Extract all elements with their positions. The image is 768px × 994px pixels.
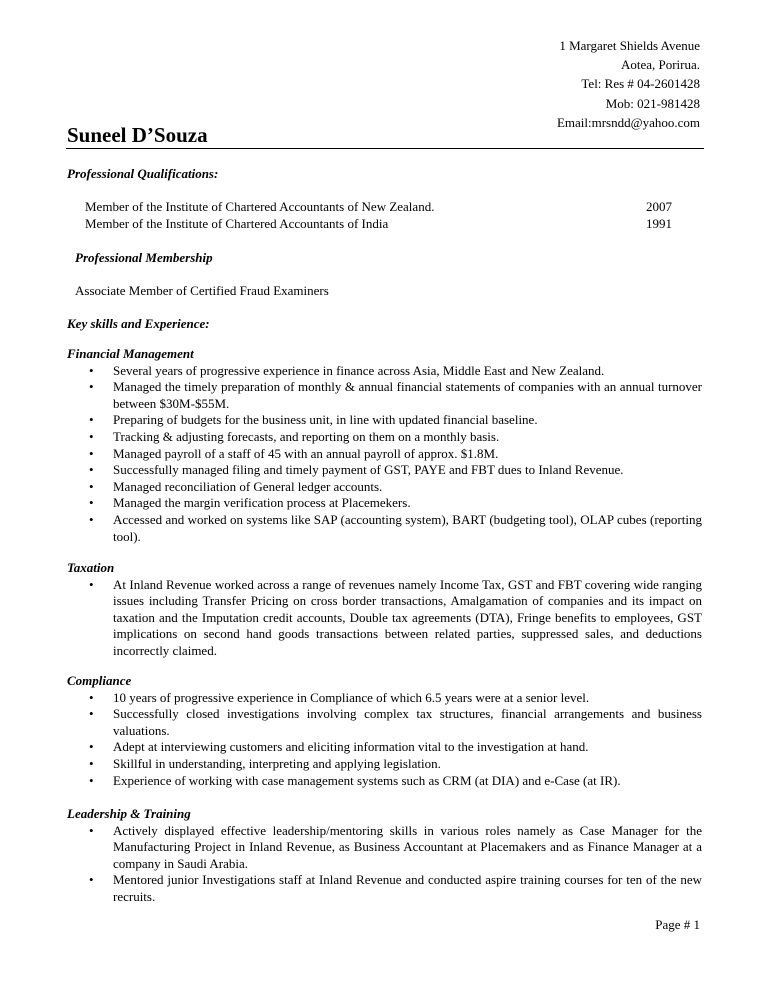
address-street: 1 Margaret Shields Avenue [559,38,700,53]
page-number: Page # 1 [655,917,700,932]
skills-heading: Key skills and Experience: [67,316,210,331]
list-item: • Managed the timely preparation of monthly & annual financial statements of companies with an annual turnover between $30M-$55M. [67,379,702,412]
name-divider [66,148,704,149]
leadership-section [67,806,702,906]
contact-address-block [557,36,700,132]
membership-heading: Professional Membership [75,250,213,265]
list-item: • Managed reconciliation of General ledger accounts. [67,479,702,496]
list-item: • Managed the margin verification process at Placemekers. [67,495,702,512]
list-item: • Successfully managed filing and timely payment of GST, PAYE and FBT dues to Inland Revenue. [67,462,702,479]
compliance-list [67,690,702,790]
list-item: • Several years of progressive experience in finance across Asia, Middle East and New Zealand. [67,363,702,380]
list-item: • Preparing of budgets for the business unit, in line with updated financial baseline. [67,412,702,429]
list-item: • 10 years of progressive experience in Compliance of which 6.5 years were at a senior level. [67,690,702,707]
address-email: Email:mrsndd@yahoo.com [556,114,700,130]
list-item: • Managed payroll of a staff of 45 with an annual payroll of approx. $1.8M. [67,446,702,463]
financial-heading: Financial Management [67,346,194,361]
address-city: Aotea, Porirua. [620,57,700,73]
qualifications-heading: Professional Qualifications: [67,166,219,181]
leadership-list [67,823,702,906]
list-item: • Actively displayed effective leadership/mentoring skills in various roles namely as Case Manager for the Manufacturing Project in Inland Revenue, as Business Accountant at Placemakers and as Finance Manager at a company in Saudi Arabia. [67,823,702,873]
qualification-row [85,216,672,233]
list-item: • Skillful in understanding, interpreting and applying legislation. [67,756,702,773]
list-item: • Tracking & adjusting forecasts, and reporting on them on a monthly basis. [67,429,702,446]
qualification-year: 2007 [646,199,672,214]
address-phone-res: Tel: Res # 04-2601428 [581,76,700,92]
financial-section [67,346,702,545]
list-item: • Accessed and worked on systems like SAP (accounting system), BART (budgeting tool), OLAP cubes (reporting tool). [67,512,702,545]
list-item: • Adept at interviewing customers and eliciting information vital to the investigation at hand. [67,739,702,756]
membership-text: Associate Member of Certified Fraud Examiners [75,283,329,298]
list-item: • At Inland Revenue worked across a range of revenues namely Income Tax, GST and FBT covering wide ranging issues including Transfer Pricing on cross border transactions, Amalgamation of companies and its impact on taxation and the Imputation credit accounts, Double tax agreements (DTA), Fringe benefits to employees, GST implications on second hand goods transactions between related parties, suppressed sales, and deductions incorrectly claimed. [67,577,702,660]
taxation-section [67,560,702,660]
financial-list [67,363,702,546]
qualification-text: Member of the Institute of Chartered Accountants of India [85,216,389,231]
taxation-heading: Taxation [67,560,115,575]
list-item: • Mentored junior Investigations staff at Inland Revenue and conducted aspire training courses for ten of the new recruits. [67,872,702,905]
qualification-text: Member of the Institute of Chartered Accountants of New Zealand. [85,199,435,214]
list-item: • Successfully closed investigations involving complex tax structures, financial arrangements and business valuations. [67,706,702,739]
candidate-name: Suneel D’Souza [67,123,208,147]
compliance-section [67,673,702,789]
leadership-heading: Leadership & Training [67,806,191,821]
qualification-year: 1991 [646,216,672,231]
compliance-heading: Compliance [67,673,132,688]
taxation-list [67,577,702,660]
qualification-row [85,199,672,216]
address-phone-mob: Mob: 021-981428 [605,95,700,111]
list-item: • Experience of working with case management systems such as CRM (at DIA) and e-Case (at IR). [67,773,702,790]
